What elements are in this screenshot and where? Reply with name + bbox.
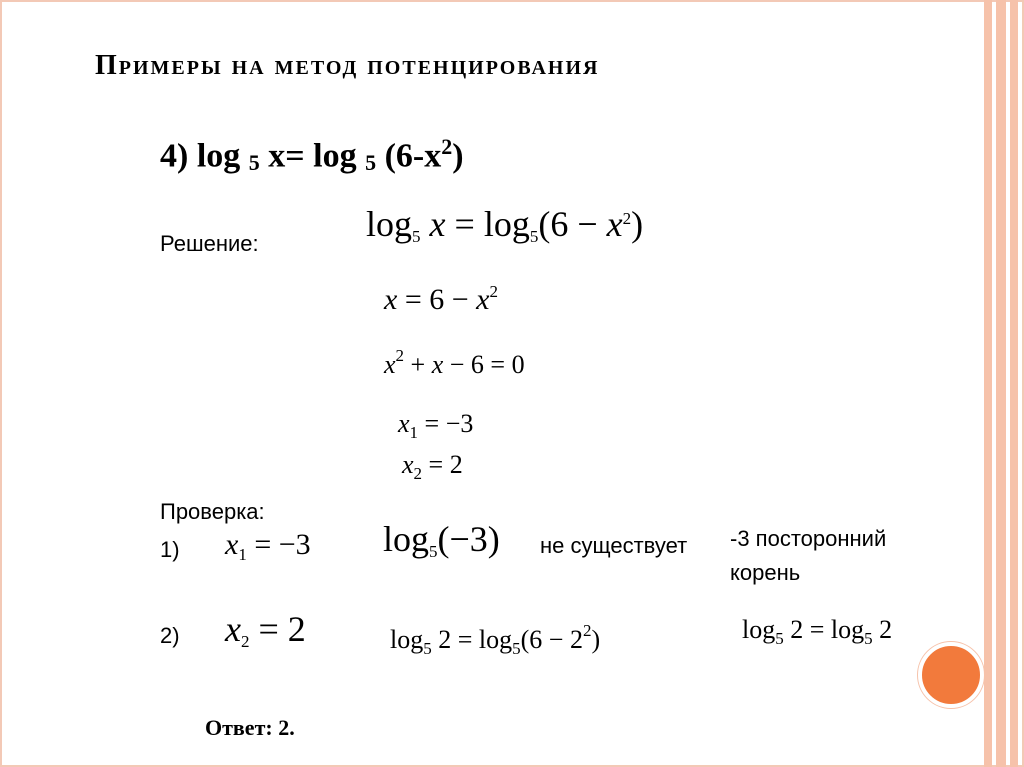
equals-sign: = <box>249 609 288 649</box>
exponent: 2 <box>395 346 405 365</box>
variable: x <box>225 528 239 561</box>
equals-sign: = <box>397 283 430 316</box>
solution-label: Решение: <box>160 231 259 256</box>
check-2-result <box>742 615 892 649</box>
task-log: log <box>313 137 357 175</box>
task-number: 4) <box>160 137 189 175</box>
equals-sign: = <box>246 528 279 561</box>
decorative-stripes <box>980 0 1024 767</box>
log-word: log <box>742 615 776 644</box>
stripe <box>984 0 992 767</box>
equals-sign: = <box>422 450 450 479</box>
argument-open: (6 − 2 <box>520 625 583 654</box>
log-base: 5 <box>412 227 421 246</box>
argument-open: (6 − <box>538 204 607 244</box>
task-base: 5 <box>248 150 260 176</box>
check-1-number: 1) <box>160 537 180 562</box>
root-2 <box>402 450 463 484</box>
log-word: log <box>366 204 413 244</box>
solution-line-1 <box>366 203 643 247</box>
subscript: 1 <box>409 423 419 442</box>
root-1 <box>398 409 473 443</box>
log-word: log <box>483 204 530 244</box>
subscript: 2 <box>413 464 423 483</box>
equation-tail: − 6 = 0 <box>443 350 525 379</box>
value: −3 <box>278 528 311 561</box>
check-label: Проверка: <box>160 499 265 524</box>
exponent: 2 <box>489 282 498 301</box>
task-base: 5 <box>365 150 377 176</box>
task-exponent: 2 <box>441 134 453 159</box>
value: 2 <box>790 615 804 644</box>
subscript: 2 <box>240 632 250 651</box>
log-base: 5 <box>775 629 784 648</box>
exponent: 2 <box>622 209 632 228</box>
check-2-root <box>225 608 306 652</box>
stripe <box>996 0 1006 767</box>
task-arg-open: (6-x <box>384 137 442 175</box>
value: 2 <box>449 450 463 479</box>
log-base: 5 <box>529 227 539 246</box>
check-1-log <box>383 518 500 562</box>
variable: x <box>606 204 623 244</box>
variable: x <box>402 450 414 479</box>
variable: x <box>476 283 490 316</box>
equals-sign: = <box>445 204 484 244</box>
subscript: 1 <box>238 545 247 564</box>
variable: x <box>431 350 444 379</box>
argument-close: ) <box>591 625 601 654</box>
task-log: log <box>196 137 241 175</box>
solution-line-2 <box>384 282 498 317</box>
extraneous-root-line-2: корень <box>730 560 801 585</box>
task-arg-close: ) <box>452 137 464 175</box>
plus-sign: + <box>404 350 432 379</box>
check-1-root <box>225 528 311 565</box>
log-word: log <box>390 625 424 654</box>
check-2-number: 2) <box>160 623 180 648</box>
value: −3 <box>445 409 474 438</box>
check-2-log-equation <box>390 621 600 659</box>
not-exists-text: не существует <box>540 533 688 558</box>
value: 2 <box>879 615 893 644</box>
log-base: 5 <box>864 629 873 648</box>
log-base: 5 <box>429 542 438 561</box>
solution-line-3 <box>384 346 525 380</box>
slide-title: Примеры на метод потенцирования <box>95 50 600 81</box>
extraneous-root-line-1: -3 посторонний <box>730 526 887 551</box>
equals-sign: = <box>803 615 831 644</box>
log-word: log <box>383 519 430 559</box>
rhs: 6 − <box>429 283 477 316</box>
argument-close: ) <box>631 204 644 244</box>
log-base: 5 <box>423 639 432 658</box>
variable: x <box>225 609 241 649</box>
argument: (−3) <box>437 519 500 559</box>
equals-sign: = <box>418 409 446 438</box>
exponent: 2 <box>582 621 592 640</box>
value: 2 <box>287 609 306 649</box>
decorative-circle <box>918 642 984 708</box>
log-word: log <box>478 625 513 654</box>
variable: x <box>384 283 398 316</box>
value: 2 <box>438 625 452 654</box>
stripe <box>1010 0 1018 767</box>
variable: x <box>429 204 446 244</box>
variable: x <box>398 409 410 438</box>
variable: x <box>384 350 396 379</box>
equals-sign: = <box>451 625 479 654</box>
task-lhs: x= <box>268 137 305 175</box>
log-base: 5 <box>512 639 521 658</box>
task-equation <box>160 134 464 175</box>
log-word: log <box>830 615 865 644</box>
answer-text: Ответ: 2. <box>205 715 295 740</box>
